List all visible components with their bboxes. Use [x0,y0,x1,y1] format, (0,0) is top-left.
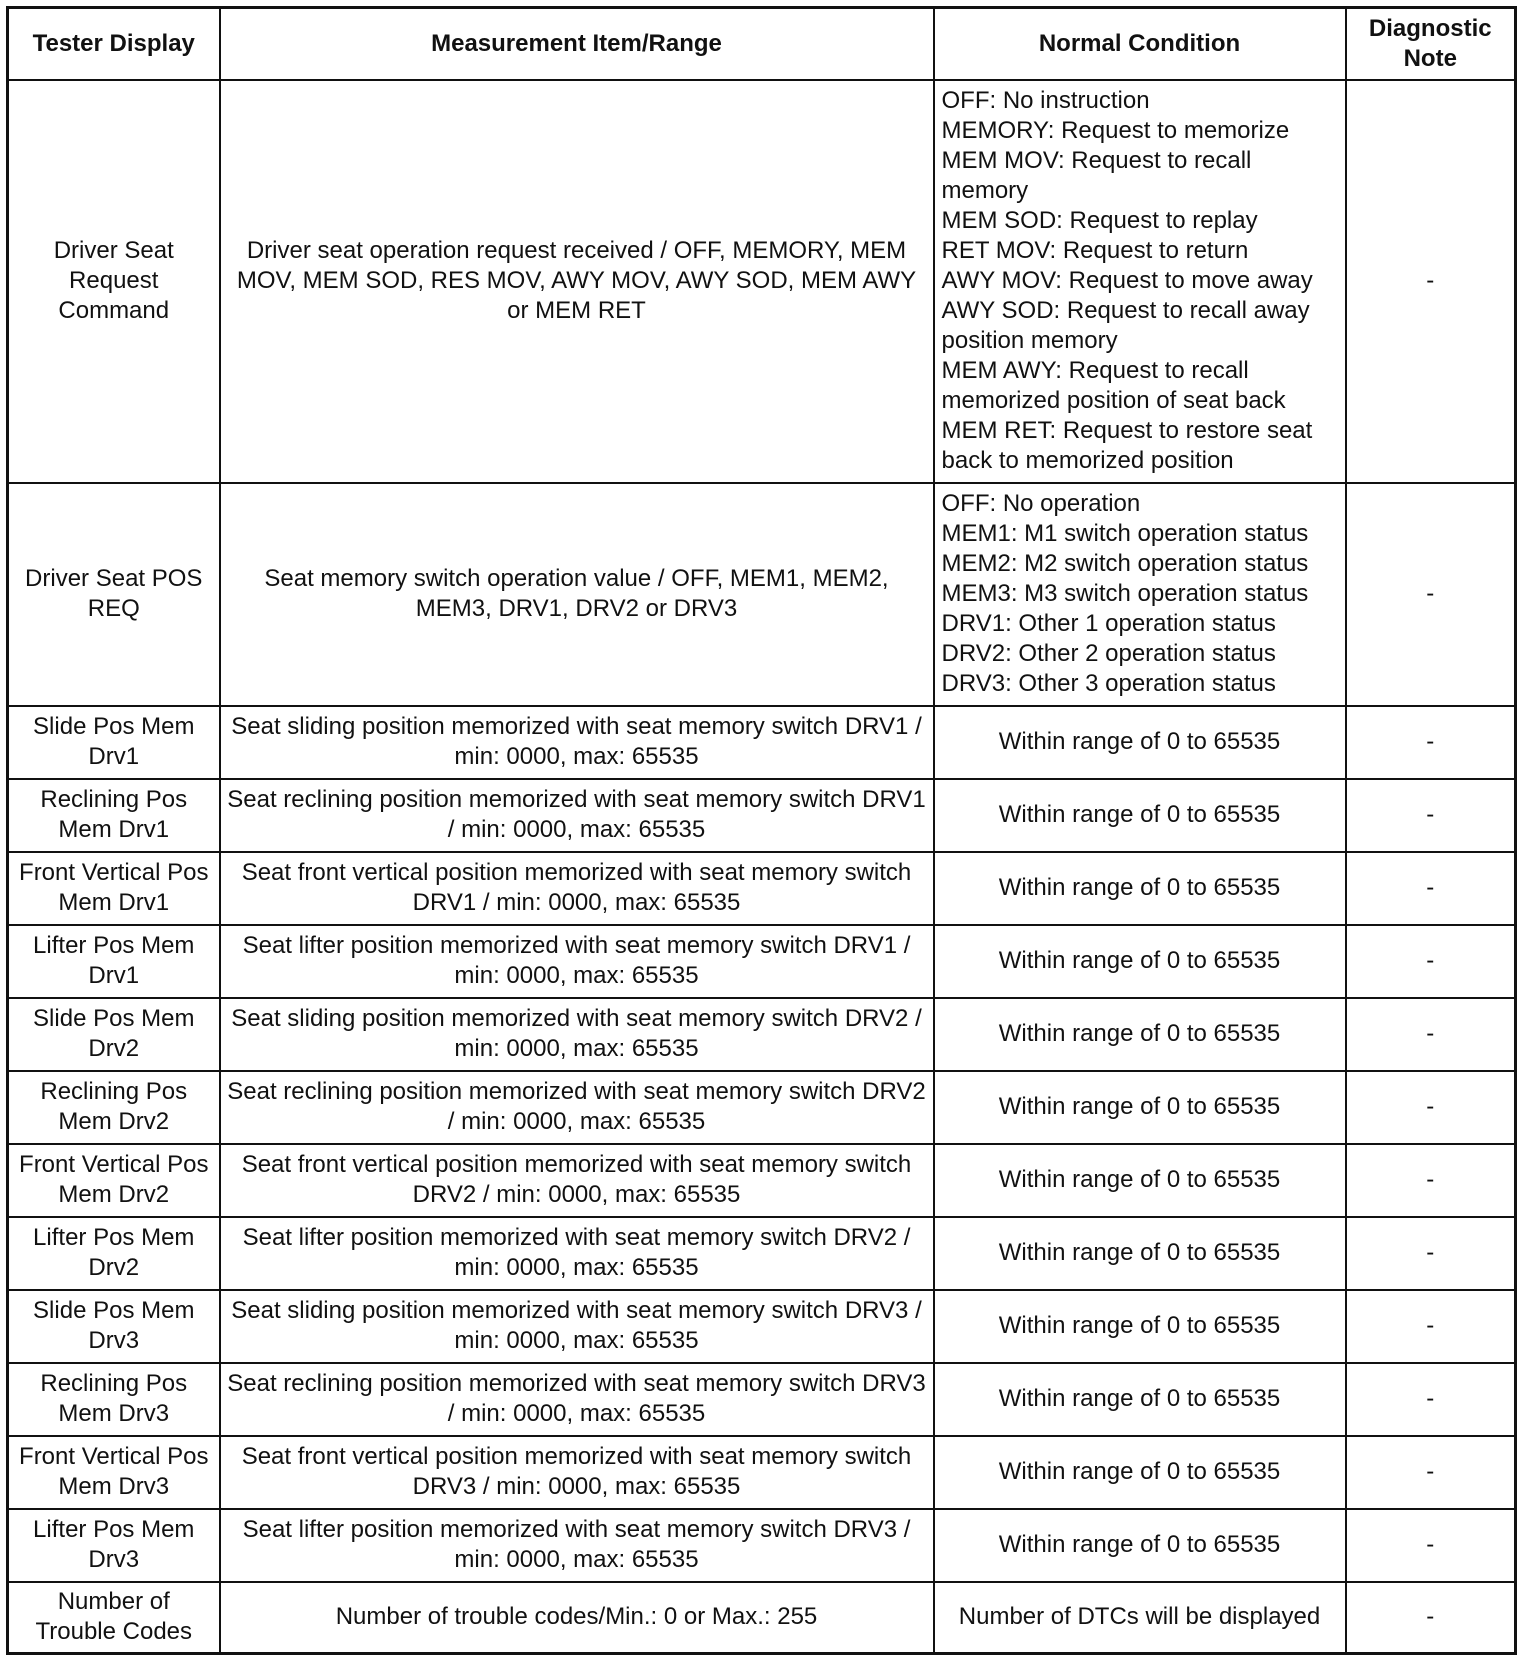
cell-tester-display: Front Vertical Pos Mem Drv3 [8,1436,220,1509]
cell-diagnostic-note: - [1346,779,1516,852]
cell-normal-condition: Within range of 0 to 65535 [934,1144,1346,1217]
table-row [8,1217,1516,1290]
cell-diagnostic-note: - [1346,998,1516,1071]
table-row [8,1290,1516,1363]
cell-normal-condition [934,80,1346,483]
cell-diagnostic-note: - [1346,1436,1516,1509]
cell-diagnostic-note: - [1346,1144,1516,1217]
cell-diagnostic-note: - [1346,925,1516,998]
normal-condition-line: MEM3: M3 switch operation status [941,580,1309,607]
cell-tester-display: Front Vertical Pos Mem Drv1 [8,852,220,925]
cell-diagnostic-note: - [1346,1582,1516,1654]
cell-normal-condition: Within range of 0 to 65535 [934,1436,1346,1509]
data-list-table [6,6,1517,1655]
normal-condition-line: MEMORY: Request to memorize [941,117,1290,144]
table-row [8,1436,1516,1509]
normal-condition-line: OFF: No instruction [941,87,1150,114]
cell-measurement: Seat memory switch operation value / OFF, MEM1, MEM2, MEM3, DRV1, DRV2 or DRV3 [220,483,934,706]
normal-condition-line: DRV2: Other 2 operation status [941,640,1276,667]
normal-condition-line: AWY MOV: Request to move away [941,267,1313,294]
cell-measurement: Seat front vertical position memorized with seat memory switch DRV3 / min: 0000, max: 65535 [220,1436,934,1509]
table-row [8,925,1516,998]
cell-measurement: Seat sliding position memorized with seat memory switch DRV3 / min: 0000, max: 65535 [220,1290,934,1363]
normal-condition-line: DRV3: Other 3 operation status [941,670,1276,697]
normal-condition-line: MEM2: M2 switch operation status [941,550,1309,577]
normal-condition-line: RET MOV: Request to return [941,237,1249,264]
cell-normal-condition: Within range of 0 to 65535 [934,998,1346,1071]
cell-measurement: Seat lifter position memorized with seat memory switch DRV1 / min: 0000, max: 65535 [220,925,934,998]
cell-normal-condition: Within range of 0 to 65535 [934,1290,1346,1363]
cell-normal-condition: Within range of 0 to 65535 [934,925,1346,998]
cell-diagnostic-note: - [1346,1509,1516,1582]
normal-condition-line: MEM MOV: Request to recall memory [941,147,1252,204]
cell-diagnostic-note: - [1346,80,1516,483]
normal-condition-line: AWY SOD: Request to recall away position memory [941,297,1310,354]
cell-diagnostic-note: - [1346,852,1516,925]
table-row [8,80,1516,483]
normal-condition-line: MEM AWY: Request to recall memorized position of seat back [941,357,1286,414]
header-measurement-item: Measurement Item/Range [220,8,934,80]
table-row [8,998,1516,1071]
cell-measurement: Seat reclining position memorized with seat memory switch DRV1 / min: 0000, max: 65535 [220,779,934,852]
cell-normal-condition: Within range of 0 to 65535 [934,852,1346,925]
cell-tester-display: Reclining Pos Mem Drv1 [8,779,220,852]
table-row [8,483,1516,706]
cell-diagnostic-note: - [1346,483,1516,706]
table-row [8,1363,1516,1436]
cell-normal-condition: Within range of 0 to 65535 [934,1363,1346,1436]
header-diagnostic-note: Diagnostic Note [1346,8,1516,80]
header-tester-display: Tester Display [8,8,220,80]
table-row [8,1582,1516,1654]
normal-condition-line: MEM1: M1 switch operation status [941,520,1309,547]
cell-normal-condition: Within range of 0 to 65535 [934,1071,1346,1144]
cell-diagnostic-note: - [1346,1290,1516,1363]
cell-tester-display: Slide Pos Mem Drv2 [8,998,220,1071]
table-header-row [8,8,1516,80]
cell-measurement: Seat lifter position memorized with seat memory switch DRV3 / min: 0000, max: 65535 [220,1509,934,1582]
cell-measurement: Seat front vertical position memorized with seat memory switch DRV1 / min: 0000, max: 65535 [220,852,934,925]
cell-tester-display: Reclining Pos Mem Drv2 [8,1071,220,1144]
table-row [8,1071,1516,1144]
cell-normal-condition: Number of DTCs will be displayed [934,1582,1346,1654]
cell-tester-display: Slide Pos Mem Drv3 [8,1290,220,1363]
cell-normal-condition: Within range of 0 to 65535 [934,1217,1346,1290]
cell-normal-condition: Within range of 0 to 65535 [934,706,1346,779]
cell-tester-display: Lifter Pos Mem Drv1 [8,925,220,998]
cell-tester-display: Number of Trouble Codes [8,1582,220,1654]
cell-tester-display: Slide Pos Mem Drv1 [8,706,220,779]
cell-measurement: Seat sliding position memorized with seat memory switch DRV2 / min: 0000, max: 65535 [220,998,934,1071]
cell-tester-display: Lifter Pos Mem Drv3 [8,1509,220,1582]
document-page [6,6,1517,1655]
normal-condition-line: MEM RET: Request to restore seat back to memorized position [941,417,1313,474]
table-row [8,1144,1516,1217]
cell-diagnostic-note: - [1346,1071,1516,1144]
table-row [8,1509,1516,1582]
cell-measurement: Number of trouble codes/Min.: 0 or Max.: 255 [220,1582,934,1654]
cell-tester-display: Driver Seat POS REQ [8,483,220,706]
cell-tester-display: Reclining Pos Mem Drv3 [8,1363,220,1436]
normal-condition-line: DRV1: Other 1 operation status [941,610,1276,637]
normal-condition-line: OFF: No operation [941,490,1141,517]
cell-diagnostic-note: - [1346,1363,1516,1436]
cell-diagnostic-note: - [1346,1217,1516,1290]
cell-diagnostic-note: - [1346,706,1516,779]
cell-measurement: Seat reclining position memorized with seat memory switch DRV2 / min: 0000, max: 65535 [220,1071,934,1144]
table-row [8,779,1516,852]
cell-normal-condition: Within range of 0 to 65535 [934,1509,1346,1582]
normal-condition-line: MEM SOD: Request to replay [941,207,1258,234]
cell-measurement: Seat sliding position memorized with seat memory switch DRV1 / min: 0000, max: 65535 [220,706,934,779]
cell-tester-display: Driver Seat Request Command [8,80,220,483]
header-normal-condition: Normal Condition [934,8,1346,80]
cell-tester-display: Lifter Pos Mem Drv2 [8,1217,220,1290]
cell-measurement: Driver seat operation request received / OFF, MEMORY, MEM MOV, MEM SOD, RES MOV, AWY MOV, AWY SOD, MEM AWY or MEM RET [220,80,934,483]
cell-measurement: Seat front vertical position memorized with seat memory switch DRV2 / min: 0000, max: 65535 [220,1144,934,1217]
cell-normal-condition [934,483,1346,706]
table-row [8,852,1516,925]
cell-normal-condition: Within range of 0 to 65535 [934,779,1346,852]
table-row [8,706,1516,779]
cell-tester-display: Front Vertical Pos Mem Drv2 [8,1144,220,1217]
cell-measurement: Seat lifter position memorized with seat memory switch DRV2 / min: 0000, max: 65535 [220,1217,934,1290]
cell-measurement: Seat reclining position memorized with seat memory switch DRV3 / min: 0000, max: 65535 [220,1363,934,1436]
